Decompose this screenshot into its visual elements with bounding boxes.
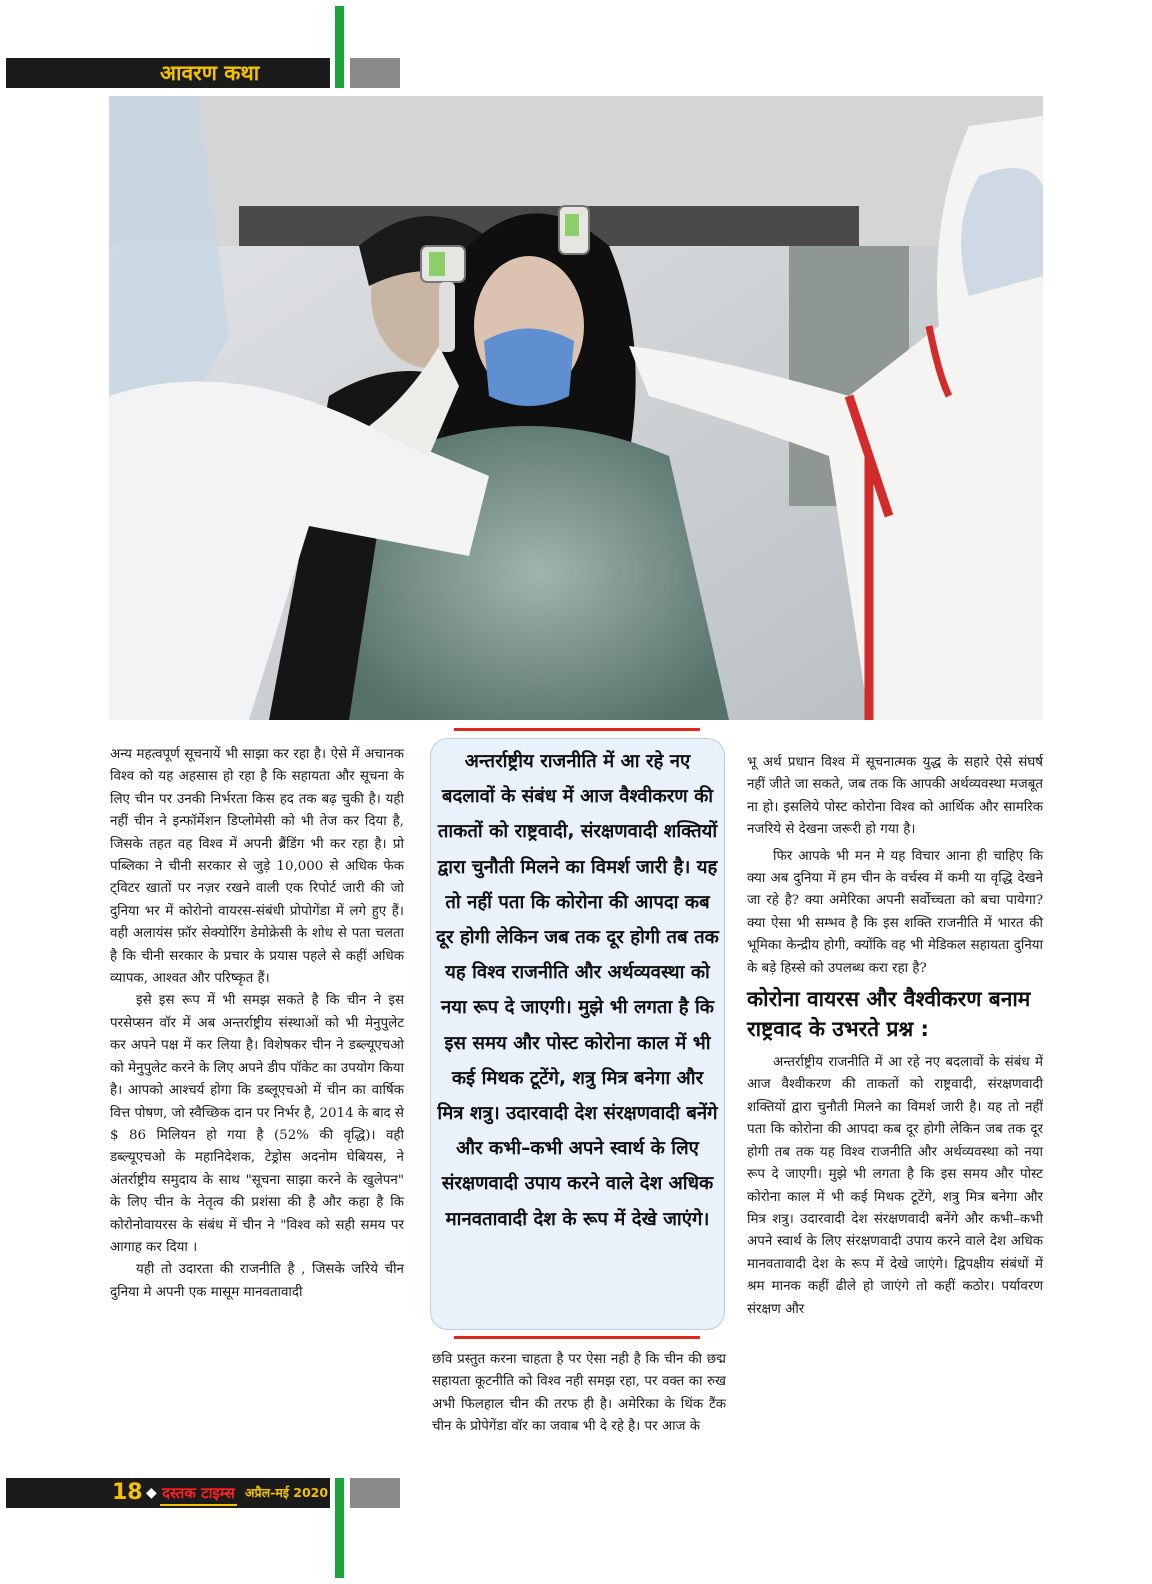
middle-text-column bbox=[432, 1349, 726, 1439]
magazine-logo: दस्तक टाइम्स bbox=[160, 1482, 237, 1506]
cover-photo bbox=[109, 96, 1043, 720]
issue-date: अप्रैल-मई 2020 bbox=[245, 1485, 329, 1500]
section-subheading: कोरोना वायरस और वैश्वीकरण बनाम राष्ट्रवाद के उभरते प्रश्न : bbox=[747, 987, 1031, 1042]
header-green-rule bbox=[335, 6, 344, 88]
pull-quote-bottom-rule bbox=[454, 1336, 700, 1339]
body-paragraph: फिर आपके भी मन मे यह विचार आना ही चाहिए कि क्या अब दुनिया में हम चीन के वर्चस्व में कमी या वृद्धि देखने जा रहे है? क्या अमेरिका अपनी सर्वोच्चता को बचा पायेगा? क्या ऐसा भी सम्भव है कि इस शक्ति राजनीति में भारत की भूमिका केन्द्रीय होगी, क्योंकि वह भी मेडिकल सहायता दुनिया के बड़े हिस्से को उपलब्ध करा रहा है? bbox=[747, 848, 1043, 976]
body-paragraph: छवि प्रस्तुत करना चाहता है पर ऐसा नही है कि चीन की छद्म सहायता कूटनीति को विश्व नही समझ रहा, पर वक्त का रुख अभी फिलहाल चीन की तरफ ही है। अमेरिका के थिंक टैंक चीन के प्रोपेगेंडा वॉर का जवाब भी दे रहे है। पर आज के bbox=[432, 1352, 726, 1435]
header-grey-block bbox=[350, 58, 400, 88]
footer-grey-block bbox=[350, 1478, 400, 1508]
pull-quote bbox=[430, 728, 727, 1342]
left-text-column bbox=[110, 744, 404, 1304]
footer-separator: ◆ bbox=[146, 1485, 157, 1501]
body-paragraph: इसे इस रूप में भी समझ सकते है कि चीन ने इस परसेप्सन वॉर में अब अन्तर्राष्ट्रीय संस्थाओं को भी मेनुपुलेट कर अपने पक्ष में कर लिया है। विशेषकर चीन ने डब्ल्यूएचओ को मेनुपुलेट करने के लिए अपने डीप पॉकेट का उपयोग किया है। आपको आश्चर्य होगा कि डब्लूएचओ में चीन का वार्षिक वित्त पोषण, जो स्वैच्छिक दान पर निर्भर है, 2014 के बाद से $ 86 मिलियन हो गया है (52% की वृद्धि)। वही डब्ल्यूएचओ के महानिदेशक, टेड्रोस अदनोम घेबियस, ने अंतर्राष्ट्रीय समुदाय के साथ "सूचना साझा करने के खुलेपन" के लिए चीन के नेतृत्व की प्रशंसा की है और कहा है कि कोरोनोवायरस के संबंध में चीन ने "विश्व को सही समय पर आगाह कर दिया । bbox=[110, 993, 404, 1255]
body-paragraph: अन्तर्राष्ट्रीय राजनीति में आ रहे नए बदलावों के संबंध में आज वैश्वीकरण की ताकतों को राष्ट्रवादी, संरक्षणवादी शक्तियों द्वारा चुनौती मिलने का विमर्श जारी है। यह तो नहीं पता कि कोरोना की आपदा कब दूर होगी लेकिन जब तक दूर होगी तब तक यह विश्व राजनीति और अर्थव्यवस्था को नया रूप दे जाएगी। मुझे भी लगता है कि इस समय और पोस्ट कोरोना काल में भी कई मिथक टूटेंगे, शत्रु मित्र बनेगा और मित्र शत्रु। उदारवादी देश संरक्षणवादी बनेंगे और कभी–कभी अपने स्वार्थ के लिए संरक्षणवादी उपाय करने वाले देश अधिक मानवतावादी देश के रूप में देखे जाएंगे। द्विपक्षीय संबंधों में श्रम मानक कहीं ढीले हो जाएंगे तो कहीं कठोर। पर्यावरण संरक्षण और bbox=[747, 1055, 1043, 1317]
body-paragraph: अन्य महत्वपूर्ण सूचनायें भी साझा कर रहा है। ऐसे में अचानक विश्व को यह अहसास हो रहा है कि सहायता और सूचना के लिए चीन पर उनकी निर्भरता किस हद तक बढ़ चुकी है। यही नहीं चीन ने इन्फॉर्मेशन डिप्लोमेसी को भी तेज कर दिया है, जिसके तहत वह विश्व में अपनी ब्रैंडिंग भी कर रहा है। प्रो पब्लिका ने चीनी सरकार से जुड़े 10,000 से अधिक फेक ट्विटर खातों पर नज़र रखने वाली एक रिपोर्ट जारी की जो दुनिया भर में कोरोनो वायरस-संबंधी प्रोपोगेंडा में लगे हुए हैं। वही अलायंस फ़ॉर सेक्योरिंग डेमोक्रेसी के शोध से पता चलता है कि चीनी सरकार के प्रचार के प्रयास पहले से कहीं अधिक व्यापक, आश्वत और परिष्कृत हैं। bbox=[110, 747, 404, 987]
temperature-screening-photo-icon bbox=[109, 96, 1043, 720]
pull-quote-top-rule bbox=[454, 728, 700, 731]
right-text-column bbox=[747, 752, 1043, 1321]
body-paragraph: यही तो उदारता की राजनीति है , जिसके जरिये चीन दुनिया मे अपनी एक मासूम मानवतावादी bbox=[110, 1262, 404, 1300]
page-number: 18 bbox=[112, 1480, 143, 1505]
section-label: आवरण कथा bbox=[160, 61, 260, 85]
footer-green-rule bbox=[335, 1478, 344, 1578]
body-paragraph: भू अर्थ प्रधान विश्व में सूचनात्मक युद्ध के सहारे ऐसे संघर्ष नहीं जीते जा सकते, जब तक कि आपकी अर्थव्यवस्था मजबूत ना हो। इसलिये पोस्ट कोरोना विश्व को आर्थिक और सामरिक नजरिये से देखना जरूरी हो गया है। bbox=[747, 755, 1043, 838]
pull-quote-text: अन्तर्राष्ट्रीय राजनीति में आ रहे नए बदलावों के संबंध में आज वैश्वीकरण की ताकतों को राष्ट्रवादी, संरक्षणवादी शक्तियों द्वारा चुनौती मिलने का विमर्श जारी है। यह तो नहीं पता कि कोरोना की आपदा कब दूर होगी लेकिन जब तक दूर होगी तब तक यह विश्व राजनीति और अर्थव्यवस्था को नया रूप दे जाएगी। मुझे भी लगता है कि इस समय और पोस्ट कोरोना काल में भी कई मिथक टूटेंगे, शत्रु मित्र बनेगा और मित्र शत्रु। उदारवादी देश संरक्षणवादी बनेंगे और कभी–कभी अपने स्वार्थ के लिए संरक्षणवादी उपाय करने वाले देश अधिक मानवतावादी देश के रूप में देखे जाएंगे। bbox=[436, 751, 719, 1230]
